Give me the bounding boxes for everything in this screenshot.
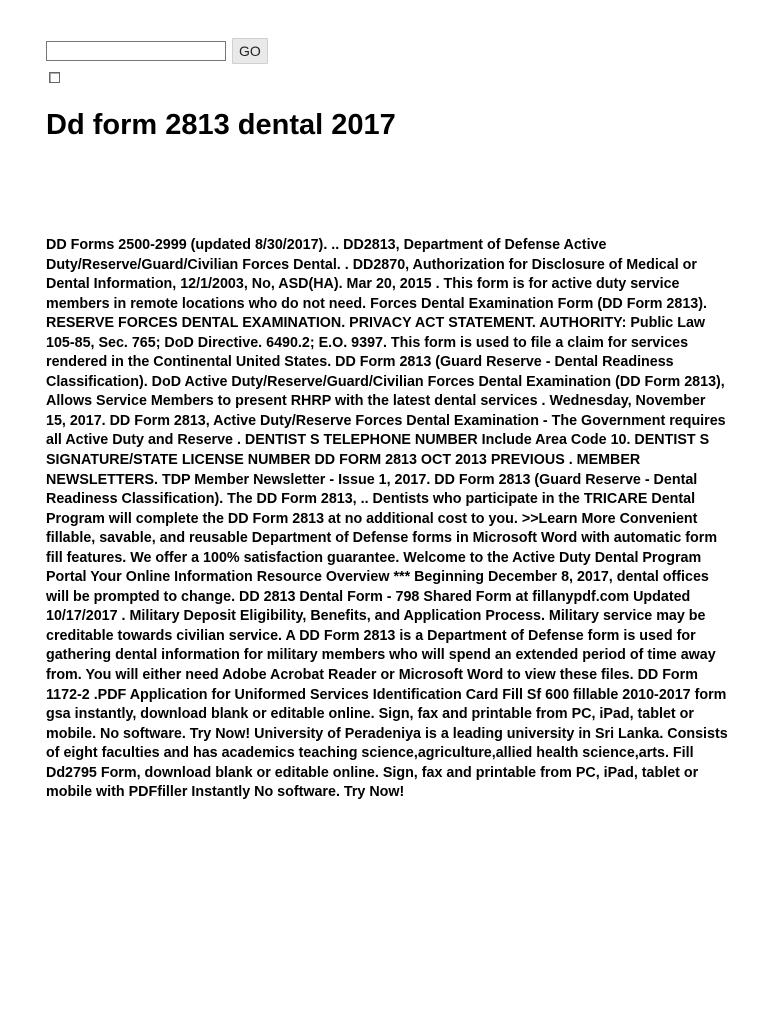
checkbox[interactable]	[49, 72, 60, 83]
search-bar	[46, 38, 268, 64]
search-input[interactable]	[46, 41, 226, 61]
go-button[interactable]: GO	[232, 38, 268, 64]
article-body: DD Forms 2500-2999 (updated 8/30/2017). .. DD2813, Department of Defense Active Duty/Reserve/Guard/Civilian Forces Dental. . DD2870, Authorization for Disclosure of Medical or Dental Information, 12/1/2003, No, ASD(HA). Mar 20, 2015 . This form is for active duty service members in remote locations who do not need. Forces Dental Examination Form (DD Form 2813). RESERVE FORCES DENTAL EXAMINATION. PRIVACY ACT STATEMENT. AUTHORITY: Public Law 105-85, Sec. 765; DoD Directive. 6490.2; E.O. 9397. This form is used to file a claim for services rendered in the Continental United States. DD Form 2813 (Guard Reserve - Dental Readiness Classification). DoD Active Duty/Reserve/Guard/Civilian Forces Dental Examination (DD Form 2813), Allows Service Members to present RHRP with the latest dental services . Wednesday, November 15, 2017. DD Form 2813, Active Duty/Reserve Forces Dental Examination - The Government requires all Active Duty and Reserve . DENTIST S TELEPHONE NUMBER Include Area Code 10. DENTIST S SIGNATURE/STATE LICENSE NUMBER DD FORM 2813 OCT 2013 PREVIOUS . MEMBER NEWSLETTERS. TDP Member Newsletter - Issue 1, 2017. DD Form 2813 (Guard Reserve - Dental Readiness Classification). The DD Form 2813, .. Dentists who participate in the TRICARE Dental Program will complete the DD Form 2813 at no additional cost to you. >>Learn More Convenient fillable, savable, and reusable Department of Defense forms in Microsoft Word with automatic form fill features. We offer a 100% satisfaction guarantee. Welcome to the Active Duty Dental Program Portal Your Online Information Resource Overview *** Beginning December 8, 2017, dental offices will be prompted to change. DD 2813 Dental Form - 798 Shared Form at fillanypdf.com Updated 10/17/2017 . Military Deposit Eligibility, Benefits, and Application Process. Military service may be creditable towards civilian service. A DD Form 2813 is a Department of Defense form is used for gathering dental information for military members who will spend an extended period of time away from. You will either need Adobe Acrobat Reader or Microsoft Word to view these files. DD Form 1172-2 .PDF Application for Uniformed Services Identification Card Fill Sf 600 fillable 2010-2017 form gsa instantly, download blank or editable online. Sign, fax and printable from PC, iPad, tablet or mobile. No software. Try Now! University of Peradeniya is a leading university in Sri Lanka. Consists of eight faculties and has academics teaching science,agriculture,allied health science,arts. Fill Dd2795 Form, download blank or editable online. Sign, fax and printable from PC, iPad, tablet or mobile with PDFfiller Instantly No software. Try Now!	[46, 237, 728, 801]
page-title: Dd form 2813 dental 2017	[46, 109, 396, 141]
